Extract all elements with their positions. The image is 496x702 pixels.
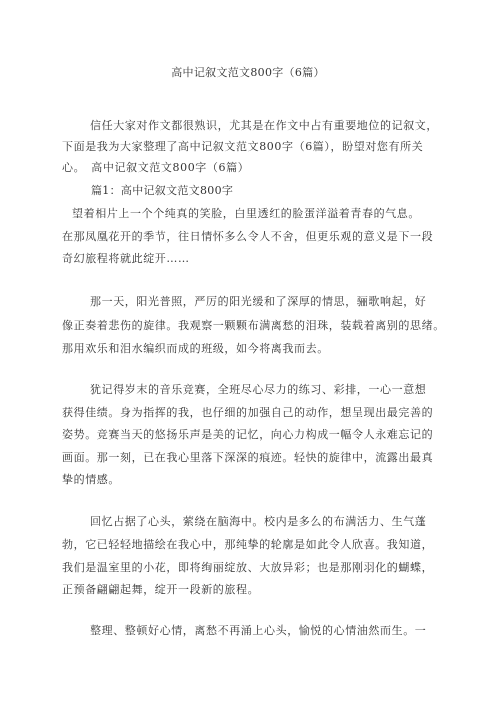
paragraph-line: 奇幻旅程将就此绽开…… xyxy=(62,252,190,265)
intro-line: 心。 高中记叙文范文800字（6篇） xyxy=(62,161,250,174)
paragraph-line: 那一天，阳光普照，严厉的阳光缓和了深厚的情思，骊歌响起，好 xyxy=(90,295,427,308)
document-title: 高中记叙文范文800字（6篇） xyxy=(171,66,325,79)
paragraph-line: 回忆占据了心头，萦绕在脑海中。校内是多么的布满活力、生气蓬 xyxy=(90,515,427,528)
paragraph-line: 挚的情感。 xyxy=(62,473,120,486)
intro-line: 下面是我为大家整理了高中记叙文范文800字（6篇），盼望对您有所关 xyxy=(62,140,424,153)
paragraph-line: 画面。那一刻，已在我心里落下深深的痕迹。轻快的旋律中，流露出最真 xyxy=(62,451,434,464)
paragraph-line: 我们是温室里的小花，即将绚丽绽放、大放异彩；也是那刚羽化的蝴蝶， xyxy=(62,561,434,574)
paragraph-line: 在那凤凰花开的季节，往日情怀多么令人不舍，但更乐观的意义是下一段 xyxy=(62,230,434,243)
intro-line: 信任大家对作文都很熟识，尤其是在作文中占有重要地位的记叙文， xyxy=(90,119,438,132)
paragraph-line: 整理、整顿好心情，离愁不再涌上心头，愉悦的心情油然而生。一 xyxy=(90,624,427,637)
paragraph-line: 获得佳绩。身为指挥的我，也仔细的加强自己的动作，想呈现出最完善的 xyxy=(62,406,434,419)
section-heading: 篇1：高中记叙文范文800字 xyxy=(91,184,234,197)
paragraph-line: 姿势。竞赛当天的悠扬乐声是美的记忆，向心力构成一幅令人永难忘记的 xyxy=(62,428,434,441)
paragraph-line: 犹记得岁末的音乐竞赛，全班尽心尽力的练习、彩排，一心一意想 xyxy=(90,383,427,396)
paragraph-line: 望着相片上一个个纯真的笑脸，白里透红的脸蛋洋溢着青春的气息。 xyxy=(72,207,420,220)
paragraph-line: 像正奏着悲伤的旋律。我观察一颗颗布满离愁的泪珠，装载着离别的思绪。 xyxy=(62,319,445,332)
paragraph-line: 正预备翩翩起舞，绽开一段新的旅程。 xyxy=(62,583,260,596)
paragraph-line: 那用欢乐和泪水编织而成的班级，如今将离我而去。 xyxy=(62,342,329,355)
paragraph-line: 勃，它已轻轻地描绘在我心中，那纯挚的轮廓是如此令人欣喜。我知道， xyxy=(62,538,434,551)
